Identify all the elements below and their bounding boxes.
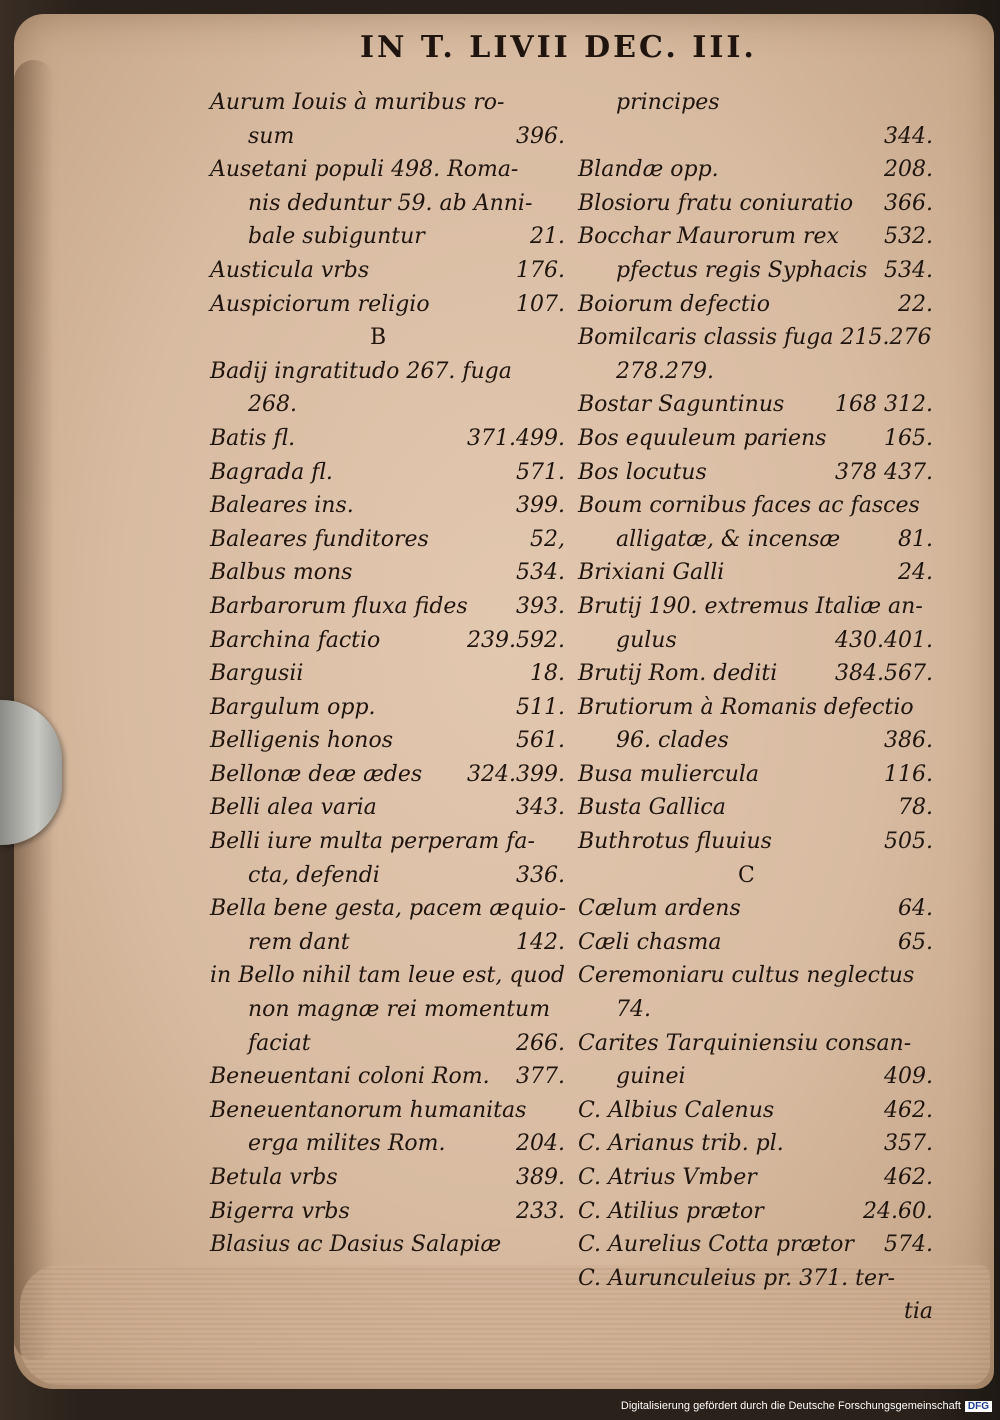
index-entry-line <box>578 187 933 221</box>
index-entry-line <box>210 1094 565 1128</box>
entry-page-ref: 574. <box>884 1232 933 1258</box>
index-entry-line <box>210 489 565 523</box>
entry-term: Barchina factio <box>210 627 381 653</box>
entry-page-ref: 107. <box>516 291 565 317</box>
index-entry-line <box>210 892 565 926</box>
entry-term: Bella bene gesta, pacem æquio- <box>210 896 567 922</box>
entry-term: Badij ingratitudo 267. fuga <box>210 358 512 384</box>
entry-page-ref: 393. <box>516 593 565 619</box>
entry-term: in Bello nihil tam leue est, quod <box>210 963 565 989</box>
entry-page-ref: 571. <box>516 459 565 485</box>
entry-term: Bargusii <box>210 661 304 687</box>
entry-term: C. Atrius Vmber <box>578 1165 757 1190</box>
entry-term: C. Albius Calenus <box>578 1097 775 1123</box>
entry-page-ref: 505. <box>884 829 933 855</box>
index-entry-line <box>210 926 565 960</box>
index-entry-line <box>210 556 565 590</box>
entry-term: rem dant <box>248 929 350 955</box>
index-entry-line <box>210 657 565 691</box>
index-entry-line <box>578 288 933 322</box>
entry-term: Betula vrbs <box>210 1165 338 1190</box>
index-entry-line <box>578 1295 933 1329</box>
index-entry-line <box>578 959 933 993</box>
entry-page-ref: 389. <box>516 1165 565 1190</box>
entry-term: faciat <box>248 1030 311 1056</box>
index-entry-line <box>578 758 933 792</box>
entry-term: 268. <box>248 392 297 418</box>
index-letter-heading <box>210 321 565 355</box>
index-entry-line <box>578 220 933 254</box>
index-entry-line <box>210 120 565 154</box>
index-entry-line <box>210 624 565 658</box>
index-entry-line <box>210 993 565 1027</box>
entry-term: Carites Tarquiniensiu consan- <box>578 1030 912 1056</box>
entry-term: alligatæ, & incensæ <box>616 526 841 552</box>
entry-term: C <box>738 862 755 888</box>
entry-term: Bigerra vrbs <box>210 1198 350 1224</box>
entry-term: Belli iure multa perperam fa- <box>210 829 535 855</box>
entry-term: Barbarorum fluxa fides <box>210 593 468 619</box>
entry-page-ref: 532. <box>884 224 933 250</box>
index-entry-line <box>210 388 565 422</box>
index-entry-line <box>210 758 565 792</box>
index-entry-line <box>578 1161 933 1195</box>
entry-page-ref: 462. <box>884 1165 933 1190</box>
index-entry-line <box>578 1127 933 1161</box>
entry-term: Baleares ins. <box>210 493 354 519</box>
index-entry-line <box>210 355 565 389</box>
entry-page-ref: 384.567. <box>835 661 933 687</box>
index-entry-line <box>578 724 933 758</box>
entry-page-ref: 21. <box>530 224 565 250</box>
index-entry-line <box>578 1195 933 1229</box>
entry-term: Bocchar Maurorum rex <box>578 224 839 250</box>
entry-term: Bos equuleum pariens <box>578 425 827 451</box>
entry-page-ref: 511. <box>516 694 565 720</box>
entry-page-ref: 377. <box>516 1064 565 1090</box>
index-entry-line <box>210 825 565 859</box>
entry-term: C. Aurelius Cotta prætor <box>578 1232 854 1258</box>
entry-page-ref: 378 437. <box>835 459 933 485</box>
index-entry-line <box>210 456 565 490</box>
entry-term: cta, defendi <box>248 862 380 888</box>
index-entry-line <box>578 1262 933 1296</box>
digitization-credit <box>621 1400 992 1418</box>
entry-term: Busta Gallica <box>578 795 726 821</box>
index-entry-line <box>578 254 933 288</box>
entry-page-ref: 366. <box>884 190 933 216</box>
entry-term: Ausetani populi 498. Roma- <box>210 157 519 183</box>
index-entry-line <box>578 926 933 960</box>
index-entry-line <box>578 993 933 1027</box>
entry-term: principes <box>616 90 720 115</box>
index-entry-line <box>210 187 565 221</box>
entry-term: Brutij 190. extremus Italiæ an- <box>578 593 923 619</box>
entry-term: C. Atilius prætor <box>578 1198 764 1224</box>
index-entry-line <box>578 1094 933 1128</box>
entry-term: Buthrotus fluuius <box>578 829 772 855</box>
index-entry-line <box>578 388 933 422</box>
index-entry-line <box>578 556 933 590</box>
index-entry-line <box>210 153 565 187</box>
index-entry-line <box>210 691 565 725</box>
entry-page-ref: 399. <box>516 493 565 519</box>
entry-term: pfectus regis Syphacis <box>616 257 868 283</box>
index-entry-line <box>210 959 565 993</box>
entry-page-ref: 534. <box>516 560 565 586</box>
index-entry-line <box>210 86 565 120</box>
entry-page-ref: 18. <box>530 661 565 687</box>
entry-page-ref: 561. <box>516 728 565 754</box>
index-entry-line <box>578 590 933 624</box>
index-entry-line <box>578 657 933 691</box>
entry-term: Boiorum defectio <box>578 291 770 317</box>
entry-term: Blosioru fratu coniuratio <box>578 190 854 216</box>
entry-page-ref: 116. <box>884 761 933 787</box>
entry-term: guinei <box>616 1064 686 1090</box>
entry-page-ref: 371.499. <box>467 425 565 451</box>
entry-term: non magnæ rei momentum <box>248 997 551 1023</box>
index-entry-line <box>210 220 565 254</box>
index-entry-line <box>578 489 933 523</box>
index-entry-line <box>210 1195 565 1229</box>
entry-term: Brutiorum à Romanis defectio <box>578 694 914 720</box>
entry-page-ref: 165. <box>884 425 933 451</box>
entry-term: Auspiciorum religio <box>210 291 430 317</box>
entry-term: Bargulum opp. <box>210 694 376 720</box>
index-entry-line <box>210 1060 565 1094</box>
entry-term: C. Arianus trib. pl. <box>578 1131 784 1157</box>
entry-term: 74. <box>616 997 651 1023</box>
entry-term: Boum cornibus faces ac fasces <box>578 493 920 519</box>
entry-page-ref: 324.399. <box>467 761 565 787</box>
entry-term: erga milites Rom. <box>248 1131 446 1157</box>
index-entry-line <box>210 1161 565 1195</box>
entry-term: Belligenis honos <box>210 728 394 754</box>
index-entry-line <box>578 120 933 154</box>
entry-term: Austicula vrbs <box>210 257 370 283</box>
entry-term: Busa muliercula <box>578 761 760 787</box>
running-head: IN T. LIVII DEC. III. <box>360 30 757 65</box>
entry-term: Ceremoniaru cultus neglectus <box>578 963 915 989</box>
entry-page-ref: 22. <box>898 291 933 317</box>
entry-page-ref: 24.60. <box>863 1198 933 1224</box>
entry-page-ref: 24. <box>898 560 933 586</box>
entry-page-ref: 204. <box>516 1131 565 1157</box>
index-entry-line <box>578 523 933 557</box>
entry-term: C. Aurunculeius pr. 371. ter- <box>578 1265 895 1291</box>
entry-term: Brutij Rom. dediti <box>578 661 778 687</box>
entry-term: Batis fl. <box>210 425 296 451</box>
entry-page-ref: 208. <box>884 157 933 183</box>
entry-term: Blandæ opp. <box>578 157 719 183</box>
entry-page-ref: 64. <box>898 896 933 922</box>
entry-term: bale subiguntur <box>248 224 425 250</box>
index-entry-line <box>210 791 565 825</box>
index-entry-line <box>578 624 933 658</box>
entry-page-ref: tia <box>904 1299 933 1325</box>
credit-text: Digitalisierung gefördert durch die Deutsche Forschungsgemeinschaft <box>620 1400 961 1412</box>
entry-term: Bostar Saguntinus <box>578 392 785 418</box>
entry-term: Bagrada fl. <box>210 459 333 485</box>
entry-term: Cæli chasma <box>578 929 722 955</box>
entry-term: Balbus mons <box>210 560 353 586</box>
entry-page-ref: 462. <box>884 1097 933 1123</box>
entry-term: Aurum Iouis à muribus ro- <box>210 90 505 115</box>
entry-page-ref: 266. <box>516 1030 565 1056</box>
index-entry-line <box>578 892 933 926</box>
index-entry-line <box>578 153 933 187</box>
index-column-left <box>210 86 565 1262</box>
index-entry-line <box>578 791 933 825</box>
entry-page-ref: 233. <box>516 1198 565 1224</box>
index-entry-line <box>210 590 565 624</box>
entry-term: Beneuentani coloni Rom. <box>210 1064 490 1090</box>
entry-term: 278.279. <box>616 358 714 384</box>
entry-page-ref: 343. <box>516 795 565 821</box>
entry-term: Cælum ardens <box>578 896 741 922</box>
index-letter-heading <box>578 859 933 893</box>
entry-term: Blasius ac Dasius Salapiæ <box>210 1232 502 1258</box>
entry-term: B <box>370 325 387 351</box>
index-entry-line <box>210 859 565 893</box>
index-entry-line <box>578 1060 933 1094</box>
entry-term: Bos locutus <box>578 459 707 485</box>
entry-term: Bellonæ deæ ædes <box>210 761 423 787</box>
entry-term: Brixiani Galli <box>578 560 725 586</box>
index-entry-line <box>210 422 565 456</box>
entry-term: 96. clades <box>616 728 729 754</box>
index-entry-line <box>210 1127 565 1161</box>
index-entry-line <box>578 825 933 859</box>
entry-term: Bomilcaris classis fuga 215.276 <box>578 325 932 351</box>
index-entry-line <box>210 1228 565 1262</box>
entry-page-ref: 239.592. <box>467 627 565 653</box>
index-entry-line <box>210 523 565 557</box>
index-entry-line <box>210 288 565 322</box>
entry-term: Belli alea varia <box>210 795 377 821</box>
dfg-logo: DFG <box>965 1401 992 1412</box>
index-entry-line <box>578 355 933 389</box>
index-entry-line <box>578 1027 933 1061</box>
index-column-right <box>578 86 933 1329</box>
entry-page-ref: 430.401. <box>835 627 933 653</box>
entry-term: sum <box>248 123 295 149</box>
entry-page-ref: 409. <box>884 1064 933 1090</box>
entry-page-ref: 81. <box>898 526 933 552</box>
entry-page-ref: 52, <box>530 526 565 552</box>
index-entry-line <box>578 691 933 725</box>
entry-page-ref: 142. <box>516 929 565 955</box>
entry-term: Baleares funditores <box>210 526 429 552</box>
entry-page-ref: 65. <box>898 929 933 955</box>
entry-page-ref: 336. <box>516 862 565 888</box>
entry-term: nis deduntur 59. ab Anni- <box>248 190 533 216</box>
index-entry-line <box>210 254 565 288</box>
entry-page-ref: 344. <box>884 123 933 149</box>
index-entry-line <box>578 1228 933 1262</box>
entry-page-ref: 357. <box>884 1131 933 1157</box>
entry-page-ref: 534. <box>884 257 933 283</box>
entry-page-ref: 168 312. <box>835 392 933 418</box>
index-entry-line <box>578 456 933 490</box>
entry-page-ref: 396. <box>516 123 565 149</box>
entry-term: Beneuentanorum humanitas <box>210 1097 527 1123</box>
entry-term: gulus <box>616 627 677 653</box>
entry-page-ref: 78. <box>898 795 933 821</box>
index-entry-line <box>210 724 565 758</box>
index-entry-line <box>578 86 933 120</box>
entry-page-ref: 386. <box>884 728 933 754</box>
entry-page-ref: 176. <box>516 257 565 283</box>
index-entry-line <box>210 1027 565 1061</box>
index-entry-line <box>578 321 933 355</box>
index-entry-line <box>578 422 933 456</box>
